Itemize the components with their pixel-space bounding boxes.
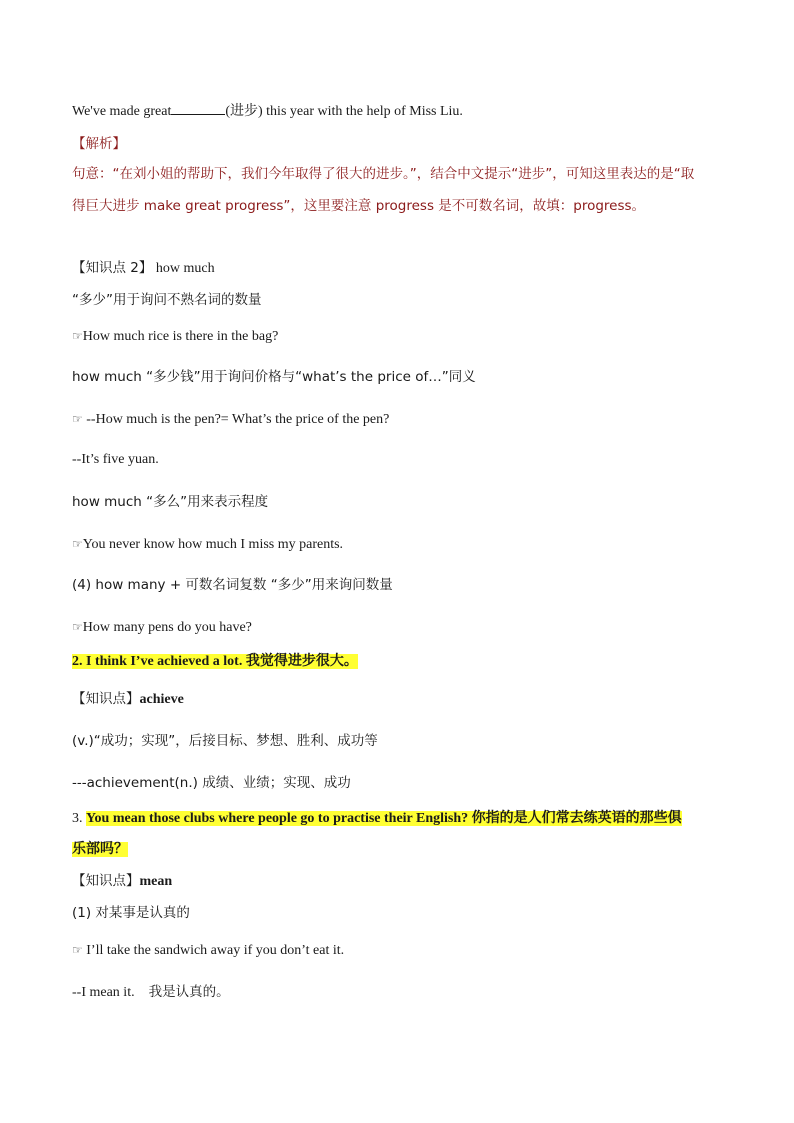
kp2-label: 【知识点 2】 — [72, 260, 153, 276]
kp2-ex3-text: You never know how much I miss my parents. — [82, 537, 344, 552]
kp2-ex4-text: How many pens do you have? — [82, 620, 252, 635]
pointing-hand-icon: ☞ — [72, 329, 83, 343]
s3-line-1: (1) 对某事是认真的 — [72, 905, 190, 921]
s3-ex1b-zh: 我是认真的。 — [148, 984, 230, 1000]
kp2-ex1-text: How much rice is there in the bag? — [82, 329, 279, 344]
explanation-line-1: 句意：“在刘小姐的帮助下，我们今年取得了很大的进步。”，结合中文提示“进步”，可知这里表达的是“取 — [72, 166, 695, 182]
answer-blank — [171, 102, 225, 115]
jiexi-label: 【解析】 — [72, 136, 126, 152]
s3-ex1b-en: --I mean it. — [72, 985, 135, 1000]
s3-kp-label: 【知识点】 — [72, 873, 140, 889]
s2-kp-label: 【知识点】 — [72, 691, 140, 707]
sentence-3-line-2 — [72, 840, 128, 860]
s3-example-1-answer — [72, 982, 230, 1003]
s2-kp-term: achieve — [139, 692, 184, 707]
kp2-line-4: (4) how many + 可数名词复数 “多少”用来询问数量 — [72, 577, 393, 593]
pointing-hand-icon: ☞ — [72, 620, 83, 634]
kp2-line-3: how much “多么”用来表示程度 — [72, 494, 269, 510]
kp2-line-1: “多少”用于询问不熟名词的数量 — [72, 292, 262, 308]
kp2-term: how much — [152, 261, 215, 276]
s3-example-1 — [72, 940, 344, 961]
q1-after: (进步) this year with the help of Miss Liu. — [225, 104, 463, 119]
s3-number: 3. — [72, 811, 86, 826]
pointing-hand-icon: ☞ — [72, 537, 83, 551]
kp2-ex2-text: --How much is the pen?= What’s the price of the pen? — [82, 412, 390, 427]
sentence-2 — [72, 652, 358, 672]
kp2-line-2: how much “多少钱”用于询问价格与“what’s the price of…”同义 — [72, 369, 476, 385]
kp2-example-2 — [72, 409, 389, 430]
s3-ex1-text: I’ll take the sandwich away if you don’t eat it. — [82, 943, 345, 958]
question-1 — [72, 102, 463, 122]
q1-before: We've made great — [72, 104, 172, 119]
pointing-hand-icon: ☞ — [72, 412, 83, 426]
explanation-line-2: 得巨大进步 make great progress”，这里要注意 progress 是不可数名词，故填：progress。 — [72, 198, 646, 214]
sentence-3-highlight-line-2: 乐部吗？ — [72, 842, 128, 857]
kp2-example-3 — [72, 534, 343, 555]
s2-line-2: ---achievement(n.) 成绩、业绩；实现、成功 — [72, 775, 351, 791]
s3-knowledge-point-heading — [72, 871, 172, 892]
kp2-example-1 — [72, 326, 278, 347]
pointing-hand-icon: ☞ — [72, 943, 83, 957]
s2-knowledge-point-heading — [72, 689, 184, 710]
sentence-3-highlight-line-1: You mean those clubs where people go to practise their English? 你指的是人们常去练英语的那些俱 — [86, 811, 682, 826]
s3-kp-term: mean — [139, 874, 173, 889]
sentence-2-highlight: 2. I think I’ve achieved a lot. 我觉得进步很大。 — [72, 654, 358, 669]
sentence-3 — [72, 809, 682, 829]
knowledge-point-2-heading — [72, 258, 215, 279]
kp2-example-2-answer: --It’s five yuan. — [72, 452, 159, 467]
s2-line-1: (v.)“成功；实现”，后接目标、梦想、胜利、成功等 — [72, 733, 378, 749]
kp2-example-4 — [72, 617, 252, 638]
